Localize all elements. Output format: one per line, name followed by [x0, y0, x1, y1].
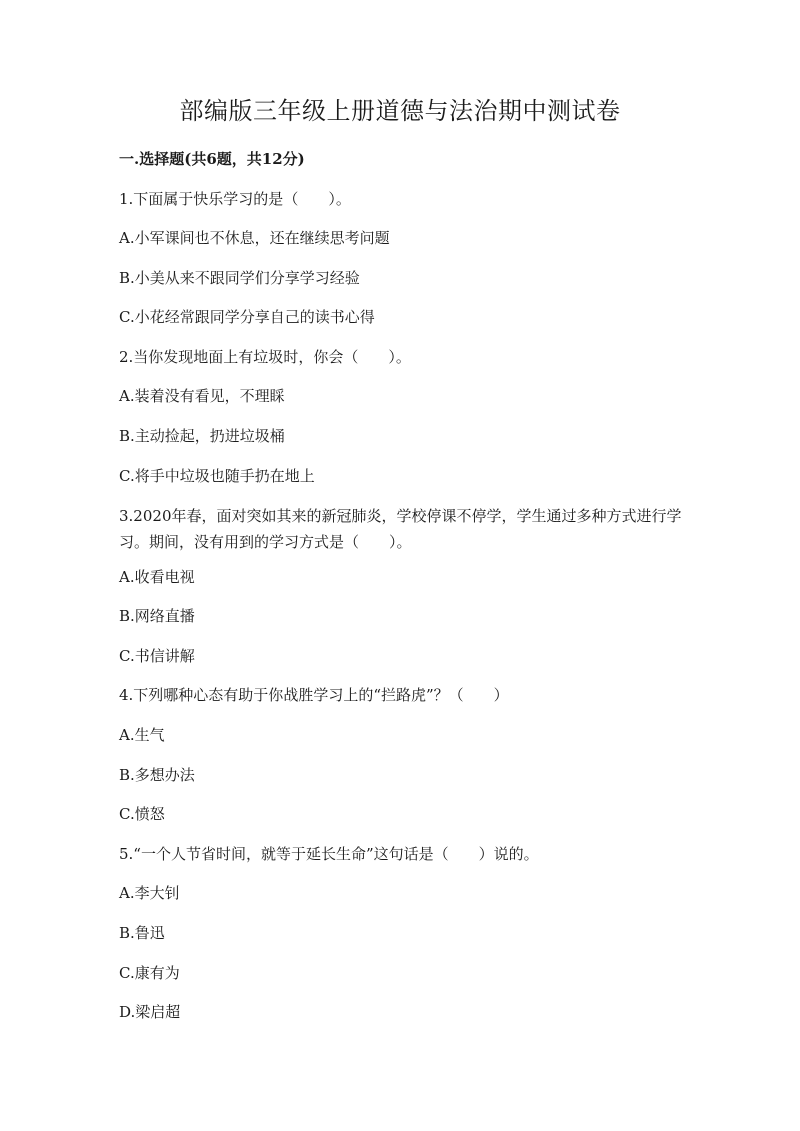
- question-option: A.收看电视: [119, 568, 195, 586]
- question-option: B.网络直播: [119, 607, 195, 625]
- question-stem: 1.下面属于快乐学习的是（ ）。: [119, 190, 351, 208]
- question-option: A.小军课间也不休息，还在继续思考问题: [119, 229, 390, 247]
- question-option: C.将手中垃圾也随手扔在地上: [119, 467, 315, 485]
- question-option: A.李大钊: [119, 884, 180, 902]
- question-option: B.小美从来不跟同学们分享学习经验: [119, 269, 360, 287]
- section-heading: 一.选择题(共6题，共12分): [119, 150, 305, 168]
- question-stem: 4.下列哪种心态有助于你战胜学习上的“拦路虎”？（ ）: [119, 686, 509, 704]
- question-option: A.生气: [119, 726, 165, 744]
- question-option: B.鲁迅: [119, 924, 165, 942]
- question-option: C.康有为: [119, 964, 180, 982]
- question-option: B.主动捡起，扔进垃圾桶: [119, 427, 285, 445]
- question-option: A.装着没有看见，不理睬: [119, 387, 285, 405]
- question-option: C.小花经常跟同学分享自己的读书心得: [119, 308, 375, 326]
- question-option: C.书信讲解: [119, 647, 195, 665]
- question-stem: 2.当你发现地面上有垃圾时，你会（ ）。: [119, 348, 411, 366]
- question-stem: 5.“一个人节省时间，就等于延长生命”这句话是（ ）说的。: [119, 845, 539, 863]
- question-option: C.愤怒: [119, 805, 165, 823]
- question-option: D.梁启超: [119, 1003, 181, 1021]
- question-stem: 3.2020年春，面对突如其来的新冠肺炎，学校停课不停学，学生通过多种方式进行学习。期间，没有用到的学习方式是（ ）。: [119, 507, 682, 551]
- question-option: B.多想办法: [119, 766, 195, 784]
- page-title: 部编版三年级上册道德与法治期中测试卷: [179, 97, 621, 125]
